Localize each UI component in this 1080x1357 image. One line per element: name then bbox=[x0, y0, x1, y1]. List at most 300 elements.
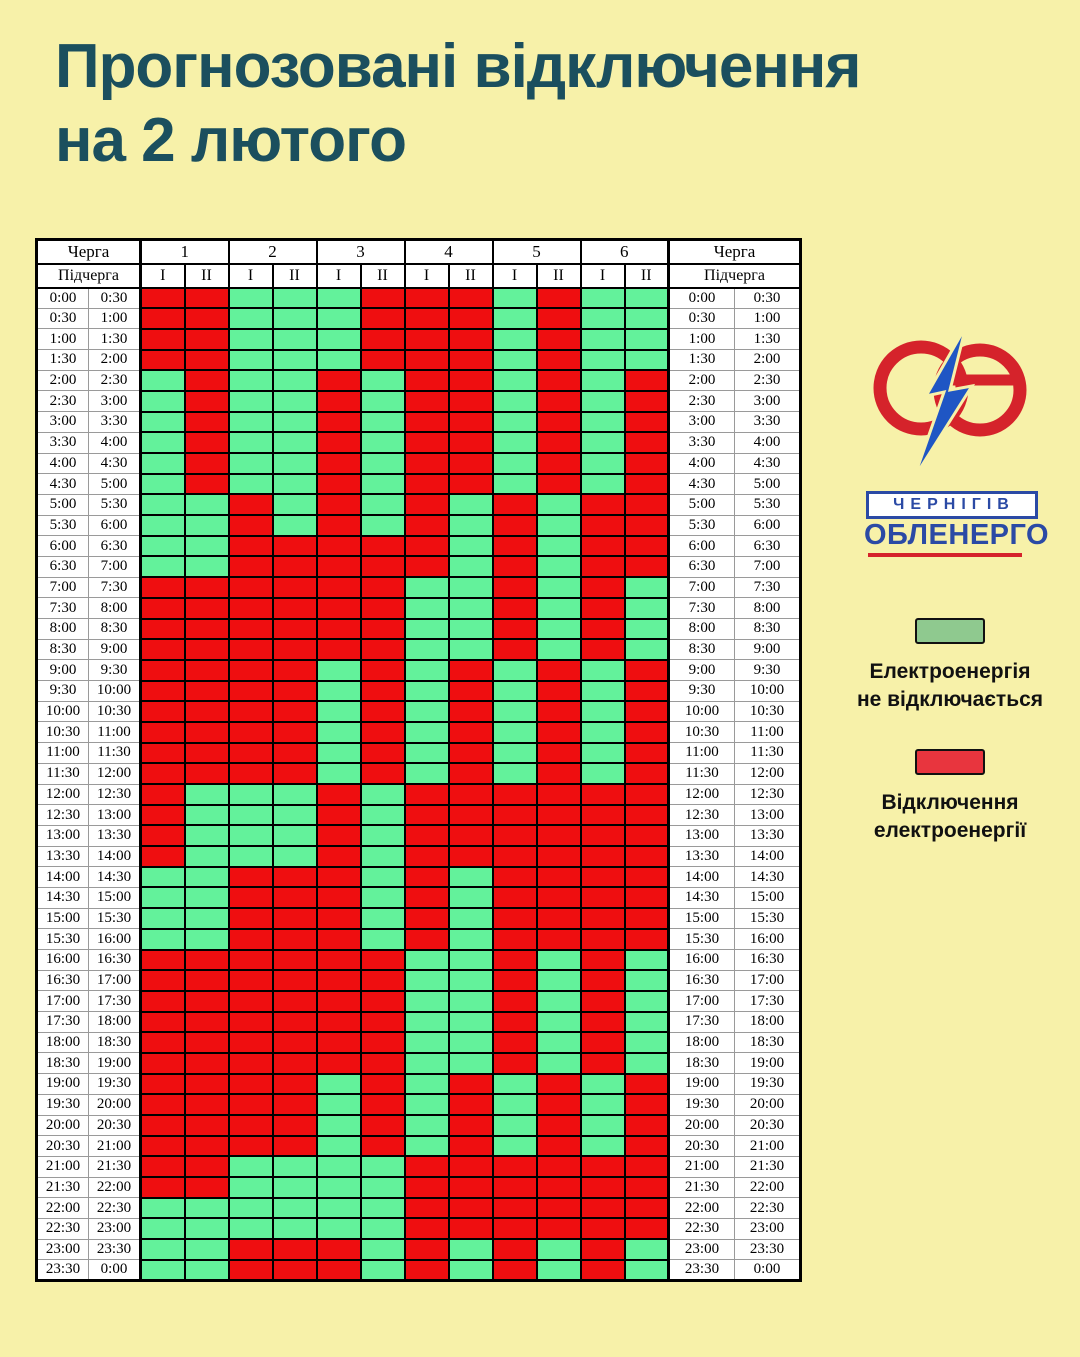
schedule-row bbox=[37, 908, 801, 929]
slot-cell-power-on bbox=[493, 350, 537, 371]
time-from-left: 15:30 bbox=[37, 929, 89, 950]
slot-cell-power-off bbox=[185, 1156, 229, 1177]
legend-on-label bbox=[830, 658, 1070, 715]
slot-cell-power-off bbox=[273, 577, 317, 598]
time-from-right: 18:00 bbox=[669, 1032, 735, 1053]
slot-cell-power-off bbox=[537, 1218, 581, 1239]
slot-cell-power-off bbox=[229, 991, 273, 1012]
slot-cell-power-on bbox=[493, 743, 537, 764]
time-to-right: 3:30 bbox=[735, 412, 801, 433]
slot-cell-power-off bbox=[185, 453, 229, 474]
legend-off-label bbox=[830, 789, 1070, 846]
time-from-right: 1:30 bbox=[669, 350, 735, 371]
slot-cell-power-off bbox=[581, 1156, 625, 1177]
slot-cell-power-off bbox=[317, 577, 361, 598]
slot-cell-power-off bbox=[493, 577, 537, 598]
schedule-row bbox=[37, 1012, 801, 1033]
slot-cell-power-off bbox=[185, 639, 229, 660]
slot-cell-power-on bbox=[361, 370, 405, 391]
slot-cell-power-off bbox=[185, 763, 229, 784]
slot-cell-power-on bbox=[273, 515, 317, 536]
slot-cell-power-on bbox=[317, 722, 361, 743]
time-to-right: 19:30 bbox=[735, 1074, 801, 1095]
schedule-row bbox=[37, 701, 801, 722]
slot-cell-power-on bbox=[493, 329, 537, 350]
slot-cell-power-off bbox=[185, 288, 229, 309]
slot-cell-power-off bbox=[581, 1198, 625, 1219]
slot-cell-power-off bbox=[229, 970, 273, 991]
time-to-left: 11:00 bbox=[89, 722, 141, 743]
slot-cell-power-on bbox=[185, 908, 229, 929]
slot-cell-power-on bbox=[493, 432, 537, 453]
slot-cell-power-off bbox=[625, 1094, 669, 1115]
time-to-right: 15:00 bbox=[735, 887, 801, 908]
schedule-row bbox=[37, 1177, 801, 1198]
slot-cell-power-off bbox=[141, 639, 185, 660]
subqueue-header-left: Підчерга bbox=[37, 264, 141, 288]
slot-cell-power-on bbox=[273, 494, 317, 515]
slot-cell-power-off bbox=[625, 432, 669, 453]
slot-cell-power-off bbox=[493, 515, 537, 536]
slot-cell-power-off bbox=[449, 1177, 493, 1198]
time-from-right: 0:00 bbox=[669, 288, 735, 309]
queue-number: 3 bbox=[317, 240, 405, 264]
slot-cell-power-on bbox=[229, 825, 273, 846]
slot-cell-power-off bbox=[229, 660, 273, 681]
slot-cell-power-on bbox=[493, 763, 537, 784]
time-from-left: 18:00 bbox=[37, 1032, 89, 1053]
slot-cell-power-off bbox=[317, 536, 361, 557]
slot-cell-power-off bbox=[581, 639, 625, 660]
slot-cell-power-on bbox=[449, 494, 493, 515]
slot-cell-power-off bbox=[405, 1198, 449, 1219]
slot-cell-power-on bbox=[361, 391, 405, 412]
time-to-right: 3:00 bbox=[735, 391, 801, 412]
schedule-row bbox=[37, 763, 801, 784]
page-title-line1: Прогнозовані відключення bbox=[55, 32, 861, 101]
slot-cell-power-off bbox=[537, 1074, 581, 1095]
slot-cell-power-off bbox=[141, 743, 185, 764]
time-to-left: 4:00 bbox=[89, 432, 141, 453]
slot-cell-power-on bbox=[141, 391, 185, 412]
slot-cell-power-off bbox=[405, 887, 449, 908]
slot-cell-power-on bbox=[537, 1239, 581, 1260]
time-to-right: 15:30 bbox=[735, 908, 801, 929]
slot-cell-power-off bbox=[185, 701, 229, 722]
slot-cell-power-on bbox=[185, 825, 229, 846]
slot-cell-power-off bbox=[449, 763, 493, 784]
slot-cell-power-on bbox=[449, 991, 493, 1012]
time-to-right: 12:30 bbox=[735, 784, 801, 805]
slot-cell-power-on bbox=[405, 619, 449, 640]
time-to-left: 7:30 bbox=[89, 577, 141, 598]
slot-cell-power-off bbox=[229, 929, 273, 950]
slot-cell-power-off bbox=[229, 1032, 273, 1053]
slot-cell-power-on bbox=[361, 494, 405, 515]
time-to-left: 11:30 bbox=[89, 743, 141, 764]
slot-cell-power-off bbox=[185, 660, 229, 681]
time-to-left: 16:30 bbox=[89, 950, 141, 971]
slot-cell-power-off bbox=[405, 288, 449, 309]
slot-cell-power-off bbox=[537, 825, 581, 846]
slot-cell-power-on bbox=[361, 784, 405, 805]
slot-cell-power-on bbox=[625, 577, 669, 598]
time-from-right: 8:30 bbox=[669, 639, 735, 660]
time-from-right: 3:00 bbox=[669, 412, 735, 433]
time-from-left: 21:00 bbox=[37, 1156, 89, 1177]
slot-cell-power-off bbox=[405, 412, 449, 433]
time-from-left: 5:00 bbox=[37, 494, 89, 515]
slot-cell-power-on bbox=[185, 494, 229, 515]
slot-cell-power-on bbox=[185, 1218, 229, 1239]
slot-cell-power-on bbox=[449, 556, 493, 577]
slot-cell-power-on bbox=[317, 660, 361, 681]
slot-cell-power-off bbox=[185, 1177, 229, 1198]
slot-cell-power-on bbox=[229, 805, 273, 826]
time-from-right: 17:00 bbox=[669, 991, 735, 1012]
time-from-left: 23:30 bbox=[37, 1260, 89, 1281]
slot-cell-power-off bbox=[405, 929, 449, 950]
slot-cell-power-on bbox=[537, 950, 581, 971]
slot-cell-power-on bbox=[405, 743, 449, 764]
time-from-left: 2:00 bbox=[37, 370, 89, 391]
slot-cell-power-off bbox=[361, 350, 405, 371]
slot-cell-power-off bbox=[405, 308, 449, 329]
slot-cell-power-off bbox=[141, 825, 185, 846]
time-to-right: 4:30 bbox=[735, 453, 801, 474]
slot-cell-power-off bbox=[493, 950, 537, 971]
time-from-right: 12:00 bbox=[669, 784, 735, 805]
time-to-left: 13:00 bbox=[89, 805, 141, 826]
time-from-right: 23:30 bbox=[669, 1260, 735, 1281]
slot-cell-power-on bbox=[273, 1156, 317, 1177]
slot-cell-power-off bbox=[449, 329, 493, 350]
slot-cell-power-off bbox=[625, 867, 669, 888]
slot-cell-power-off bbox=[537, 867, 581, 888]
slot-cell-power-off bbox=[361, 619, 405, 640]
slot-cell-power-on bbox=[317, 1177, 361, 1198]
time-to-right: 0:00 bbox=[735, 1260, 801, 1281]
slot-cell-power-off bbox=[185, 1074, 229, 1095]
slot-cell-power-on bbox=[449, 950, 493, 971]
slot-cell-power-off bbox=[625, 370, 669, 391]
schedule-row bbox=[37, 308, 801, 329]
time-from-right: 4:00 bbox=[669, 453, 735, 474]
slot-cell-power-on bbox=[581, 288, 625, 309]
slot-cell-power-off bbox=[537, 350, 581, 371]
slot-cell-power-on bbox=[141, 887, 185, 908]
time-to-right: 22:00 bbox=[735, 1177, 801, 1198]
time-from-left: 20:30 bbox=[37, 1136, 89, 1157]
time-to-right: 10:30 bbox=[735, 701, 801, 722]
slot-cell-power-off bbox=[185, 619, 229, 640]
slot-cell-power-off bbox=[141, 784, 185, 805]
slot-cell-power-off bbox=[185, 1115, 229, 1136]
slot-cell-power-off bbox=[229, 577, 273, 598]
slot-cell-power-off bbox=[361, 639, 405, 660]
slot-cell-power-off bbox=[449, 453, 493, 474]
slot-cell-power-off bbox=[229, 1260, 273, 1281]
slot-cell-power-on bbox=[317, 743, 361, 764]
slot-cell-power-off bbox=[361, 660, 405, 681]
slot-cell-power-on bbox=[537, 639, 581, 660]
slot-cell-power-off bbox=[537, 288, 581, 309]
slot-cell-power-off bbox=[273, 598, 317, 619]
time-to-left: 12:00 bbox=[89, 763, 141, 784]
slot-cell-power-on bbox=[361, 474, 405, 495]
time-to-left: 20:00 bbox=[89, 1094, 141, 1115]
queue-number: 5 bbox=[493, 240, 581, 264]
time-to-right: 8:30 bbox=[735, 619, 801, 640]
schedule-row bbox=[37, 288, 801, 309]
slot-cell-power-on bbox=[581, 350, 625, 371]
slot-cell-power-off bbox=[141, 1136, 185, 1157]
schedule-row bbox=[37, 722, 801, 743]
schedule-row bbox=[37, 1218, 801, 1239]
time-to-right: 20:30 bbox=[735, 1115, 801, 1136]
time-from-right: 23:00 bbox=[669, 1239, 735, 1260]
slot-cell-power-off bbox=[229, 536, 273, 557]
slot-cell-power-off bbox=[273, 743, 317, 764]
time-to-right: 6:00 bbox=[735, 515, 801, 536]
slot-cell-power-on bbox=[625, 970, 669, 991]
slot-cell-power-off bbox=[449, 370, 493, 391]
slot-cell-power-on bbox=[317, 1136, 361, 1157]
slot-cell-power-off bbox=[229, 1115, 273, 1136]
slot-cell-power-off bbox=[317, 1260, 361, 1281]
time-to-right: 20:00 bbox=[735, 1094, 801, 1115]
slot-cell-power-on bbox=[229, 453, 273, 474]
slot-cell-power-on bbox=[361, 929, 405, 950]
slot-cell-power-off bbox=[185, 350, 229, 371]
slot-cell-power-off bbox=[141, 846, 185, 867]
slot-cell-power-on bbox=[273, 805, 317, 826]
slot-cell-power-on bbox=[361, 887, 405, 908]
slot-cell-power-off bbox=[141, 308, 185, 329]
slot-cell-power-off bbox=[581, 784, 625, 805]
schedule-row bbox=[37, 970, 801, 991]
time-from-right: 6:00 bbox=[669, 536, 735, 557]
schedule-table bbox=[35, 238, 802, 1282]
slot-cell-power-on bbox=[493, 722, 537, 743]
slot-cell-power-on bbox=[581, 391, 625, 412]
schedule-row bbox=[37, 515, 801, 536]
slot-cell-power-on bbox=[405, 577, 449, 598]
slot-cell-power-off bbox=[317, 370, 361, 391]
slot-cell-power-on bbox=[449, 929, 493, 950]
slot-cell-power-off bbox=[625, 825, 669, 846]
slot-cell-power-on bbox=[229, 391, 273, 412]
slot-cell-power-off bbox=[229, 701, 273, 722]
slot-cell-power-on bbox=[185, 515, 229, 536]
time-from-left: 5:30 bbox=[37, 515, 89, 536]
time-from-left: 16:30 bbox=[37, 970, 89, 991]
slot-cell-power-off bbox=[493, 619, 537, 640]
slot-cell-power-on bbox=[229, 1198, 273, 1219]
slot-cell-power-on bbox=[405, 950, 449, 971]
time-from-left: 13:00 bbox=[37, 825, 89, 846]
slot-cell-power-off bbox=[625, 474, 669, 495]
slot-cell-power-off bbox=[493, 991, 537, 1012]
slot-cell-power-on bbox=[625, 639, 669, 660]
slot-cell-power-off bbox=[273, 950, 317, 971]
slot-cell-power-off bbox=[625, 908, 669, 929]
slot-cell-power-off bbox=[625, 1218, 669, 1239]
time-from-left: 6:30 bbox=[37, 556, 89, 577]
slot-cell-power-off bbox=[537, 1115, 581, 1136]
queue-number: 4 bbox=[405, 240, 493, 264]
slot-cell-power-off bbox=[581, 577, 625, 598]
subqueue-number: I bbox=[317, 264, 361, 288]
slot-cell-power-off bbox=[581, 970, 625, 991]
slot-cell-power-off bbox=[229, 763, 273, 784]
slot-cell-power-on bbox=[317, 350, 361, 371]
slot-cell-power-on bbox=[537, 970, 581, 991]
slot-cell-power-on bbox=[625, 619, 669, 640]
time-to-left: 21:30 bbox=[89, 1156, 141, 1177]
time-to-left: 0:30 bbox=[89, 288, 141, 309]
slot-cell-power-off bbox=[449, 432, 493, 453]
time-from-left: 2:30 bbox=[37, 391, 89, 412]
time-from-left: 12:00 bbox=[37, 784, 89, 805]
slot-cell-power-off bbox=[581, 619, 625, 640]
slot-cell-power-off bbox=[625, 391, 669, 412]
logo-underline bbox=[868, 553, 1022, 557]
slot-cell-power-off bbox=[361, 308, 405, 329]
schedule-row bbox=[37, 950, 801, 971]
slot-cell-power-on bbox=[493, 1074, 537, 1095]
slot-cell-power-off bbox=[537, 370, 581, 391]
slot-cell-power-on bbox=[449, 1032, 493, 1053]
slot-cell-power-off bbox=[625, 681, 669, 702]
slot-cell-power-on bbox=[361, 867, 405, 888]
subqueue-number: II bbox=[625, 264, 669, 288]
time-to-right: 17:00 bbox=[735, 970, 801, 991]
slot-cell-power-off bbox=[449, 1115, 493, 1136]
slot-cell-power-off bbox=[317, 1032, 361, 1053]
slot-cell-power-on bbox=[537, 494, 581, 515]
time-from-right: 17:30 bbox=[669, 1012, 735, 1033]
time-from-left: 10:00 bbox=[37, 701, 89, 722]
slot-cell-power-off bbox=[493, 825, 537, 846]
slot-cell-power-on bbox=[581, 453, 625, 474]
time-to-left: 18:30 bbox=[89, 1032, 141, 1053]
slot-cell-power-on bbox=[317, 1156, 361, 1177]
slot-cell-power-on bbox=[229, 1156, 273, 1177]
schedule-row bbox=[37, 991, 801, 1012]
slot-cell-power-on bbox=[449, 515, 493, 536]
time-to-right: 7:00 bbox=[735, 556, 801, 577]
slot-cell-power-off bbox=[537, 763, 581, 784]
slot-cell-power-off bbox=[537, 722, 581, 743]
time-to-right: 1:00 bbox=[735, 308, 801, 329]
queue-number: 6 bbox=[581, 240, 669, 264]
slot-cell-power-off bbox=[229, 1136, 273, 1157]
time-to-left: 13:30 bbox=[89, 825, 141, 846]
slot-cell-power-off bbox=[625, 701, 669, 722]
time-to-right: 11:30 bbox=[735, 743, 801, 764]
time-from-right: 5:00 bbox=[669, 494, 735, 515]
slot-cell-power-off bbox=[317, 867, 361, 888]
legend-on-label-line2: не відключається bbox=[856, 688, 1044, 712]
time-from-right: 12:30 bbox=[669, 805, 735, 826]
slot-cell-power-off bbox=[537, 391, 581, 412]
slot-cell-power-on bbox=[493, 660, 537, 681]
schedule-row bbox=[37, 1032, 801, 1053]
slot-cell-power-off bbox=[141, 1074, 185, 1095]
schedule-table-body bbox=[37, 288, 801, 1281]
slot-cell-power-on bbox=[317, 1074, 361, 1095]
slot-cell-power-off bbox=[273, 991, 317, 1012]
time-from-left: 11:30 bbox=[37, 763, 89, 784]
slot-cell-power-on bbox=[405, 991, 449, 1012]
slot-cell-power-off bbox=[449, 1074, 493, 1095]
slot-cell-power-off bbox=[361, 991, 405, 1012]
slot-cell-power-on bbox=[273, 329, 317, 350]
slot-cell-power-off bbox=[493, 846, 537, 867]
slot-cell-power-off bbox=[185, 1053, 229, 1074]
schedule-row bbox=[37, 1115, 801, 1136]
slot-cell-power-on bbox=[449, 887, 493, 908]
slot-cell-power-on bbox=[493, 1136, 537, 1157]
slot-cell-power-on bbox=[141, 1239, 185, 1260]
subqueue-number: II bbox=[537, 264, 581, 288]
slot-cell-power-on bbox=[361, 1239, 405, 1260]
time-from-left: 3:00 bbox=[37, 412, 89, 433]
slot-cell-power-off bbox=[229, 598, 273, 619]
time-from-right: 4:30 bbox=[669, 474, 735, 495]
slot-cell-power-off bbox=[229, 494, 273, 515]
slot-cell-power-off bbox=[493, 494, 537, 515]
slot-cell-power-off bbox=[229, 1239, 273, 1260]
slot-cell-power-off bbox=[273, 763, 317, 784]
slot-cell-power-off bbox=[537, 681, 581, 702]
schedule-row bbox=[37, 1156, 801, 1177]
schedule-row bbox=[37, 743, 801, 764]
slot-cell-power-off bbox=[405, 515, 449, 536]
slot-cell-power-off bbox=[537, 887, 581, 908]
slot-cell-power-off bbox=[141, 329, 185, 350]
slot-cell-power-on bbox=[229, 350, 273, 371]
slot-cell-power-off bbox=[273, 908, 317, 929]
slot-cell-power-on bbox=[361, 412, 405, 433]
slot-cell-power-on bbox=[273, 412, 317, 433]
slot-cell-power-on bbox=[581, 763, 625, 784]
legend-off-label-line1: Відключення bbox=[881, 790, 1019, 814]
slot-cell-power-on bbox=[273, 1218, 317, 1239]
schedule-row bbox=[37, 825, 801, 846]
slot-cell-power-off bbox=[625, 763, 669, 784]
slot-cell-power-on bbox=[493, 453, 537, 474]
slot-cell-power-on bbox=[229, 308, 273, 329]
slot-cell-power-off bbox=[141, 1094, 185, 1115]
slot-cell-power-off bbox=[581, 991, 625, 1012]
subqueue-number: II bbox=[449, 264, 493, 288]
time-to-right: 23:00 bbox=[735, 1218, 801, 1239]
slot-cell-power-off bbox=[625, 536, 669, 557]
slot-cell-power-on bbox=[141, 515, 185, 536]
time-from-right: 21:30 bbox=[669, 1177, 735, 1198]
slot-cell-power-on bbox=[405, 1032, 449, 1053]
slot-cell-power-on bbox=[229, 474, 273, 495]
slot-cell-power-on bbox=[229, 329, 273, 350]
slot-cell-power-off bbox=[317, 846, 361, 867]
slot-cell-power-on bbox=[405, 1053, 449, 1074]
slot-cell-power-off bbox=[537, 1094, 581, 1115]
slot-cell-power-on bbox=[581, 701, 625, 722]
slot-cell-power-off bbox=[625, 784, 669, 805]
slot-cell-power-on bbox=[273, 308, 317, 329]
